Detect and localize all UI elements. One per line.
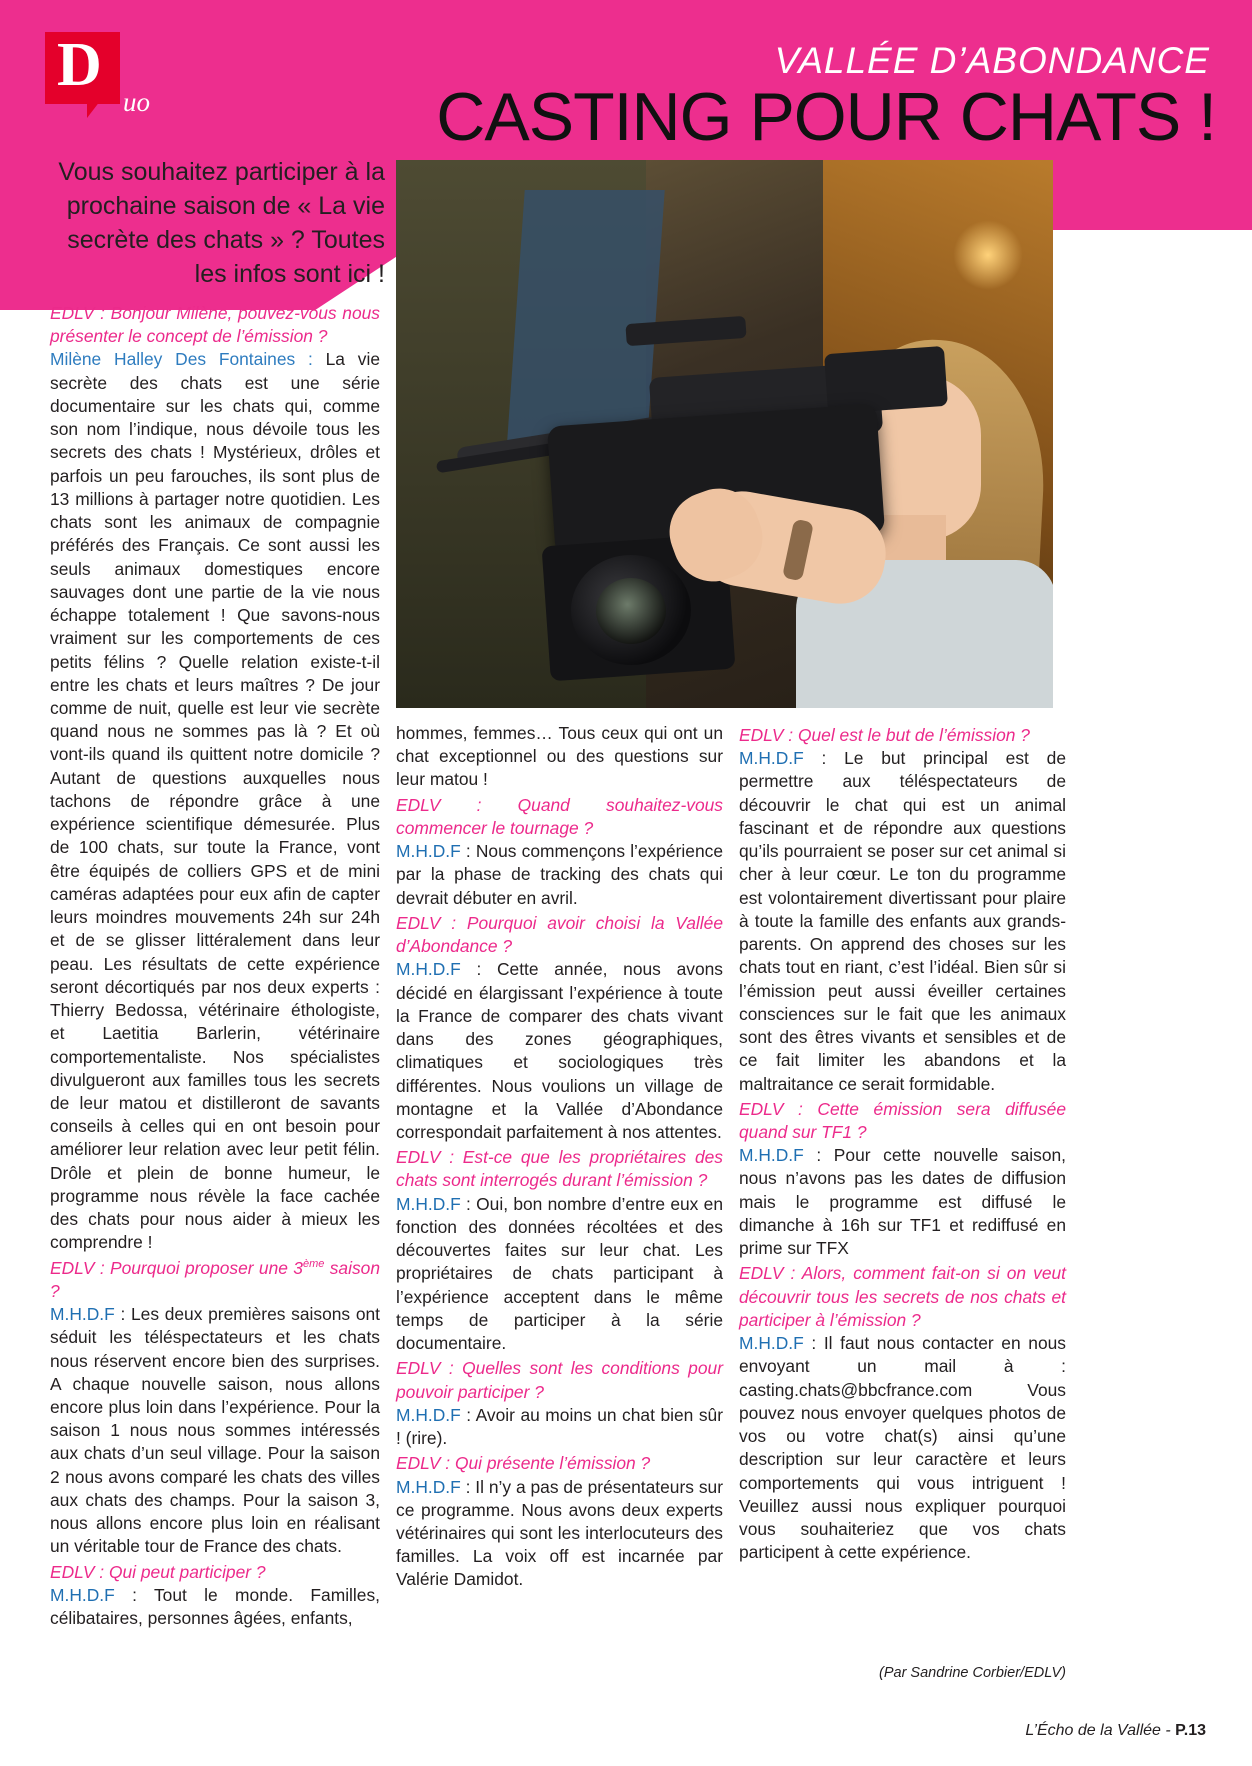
question-6: EDLV : Est-ce que les propriétaires des chats sont interrogés durant l’émission ? bbox=[396, 1147, 723, 1191]
question-2-part1: EDLV : Pourquoi proposer une 3 bbox=[50, 1257, 303, 1278]
question-10: EDLV : Cette émission sera diffusée quand sur TF1 ? bbox=[739, 1098, 1066, 1142]
article-column-2 bbox=[396, 722, 723, 1592]
page-title: CASTING POUR CHATS ! bbox=[436, 79, 1216, 155]
question-4: EDLV : Quand souhaitez-vous commencer le tournage ? bbox=[396, 794, 723, 838]
answer-5-text: : Cette année, nous avons décidé en élargissant l’expérience à toute la France de comparer des chats vivant dans des zones géographiques, climatiques et sociologiques très différentes. Nous voulions un village de montagne et la Vallée d’Abondance correspondait parfaitement à nos attentes. bbox=[396, 959, 723, 1142]
answer-8-speaker: M.H.D.F bbox=[396, 1476, 461, 1497]
camera-lens-glass bbox=[596, 578, 666, 644]
answer-10-speaker: M.H.D.F bbox=[739, 1145, 804, 1166]
question-5: EDLV : Pourquoi avoir choisi la Vallée d’Abondance ? bbox=[396, 912, 723, 957]
answer-2-text: : Les deux premières saisons ont séduit les téléspectateurs et les chats nous réservent encore bien des surprises. A chaque nouvelle saison, nous allons encore plus loin dans l’expérience. Pour la saison 1 nous nous sommes intéressés aux chats d’un seul village. Pour la saison 2 nous avons comparé les chats des villes aux chats des champs. Pour la saison 3, nous allons encore plus loin en réalisant un véritable tour de France des chats. bbox=[50, 1304, 380, 1557]
logo-suffix-uo: uo bbox=[123, 87, 150, 117]
answer-3 bbox=[50, 1584, 380, 1630]
answer-3-text: : Tout le monde. Familles, célibataires, personnes âgées, enfants, bbox=[50, 1584, 380, 1629]
camera-viewfinder bbox=[824, 346, 948, 414]
answer-3-continued: hommes, femmes… Tous ceux qui ont un chat exceptionnel ou des questions sur leur matou ! bbox=[396, 723, 723, 790]
photo-lamp-glow bbox=[953, 220, 1023, 290]
question-2-ordinal: ème bbox=[302, 1257, 325, 1270]
answer-4 bbox=[396, 840, 723, 910]
article-credit: (Par Sandrine Corbier/EDLV) bbox=[879, 1665, 1066, 1681]
kicker-text: VALLÉE D’ABONDANCE bbox=[774, 40, 1210, 81]
answer-9-text: : Le but principal est de permettre aux téléspectateurs de découvrir le chat qui est un animal fascinant et de répondre aux questions qu’ils pourraient se poser sur cet animal si cher à leur cœur. Le ton du programme est volontairement divertissant pour plaire à toute la famille des enfants aux grands-parents. On apprend des choses sur les chats tout en riant, c’est l’idéal. Bien sûr si l’émission peut aussi éveiller certaines consciences sur le fait que les animaux sont des êtres vivants et sensibles et de ce fait limiter les abandons et la maltraitance ce serait formidable. bbox=[739, 748, 1066, 1094]
answer-8 bbox=[396, 1476, 723, 1592]
answer-5-speaker: M.H.D.F bbox=[396, 959, 461, 980]
question-2-part2: saison ? bbox=[50, 1257, 380, 1301]
answer-5 bbox=[396, 958, 723, 1144]
answer-1 bbox=[50, 348, 380, 1254]
answer-3-speaker: M.H.D.F bbox=[50, 1584, 115, 1605]
question-8: EDLV : Qui présente l’émission ? bbox=[396, 1453, 651, 1474]
logo-letter-d: D bbox=[57, 31, 101, 99]
answer-4-text: : Nous commençons l’expérience par la phase de tracking des chats qui devrait débuter en avril. bbox=[396, 841, 723, 908]
question-9: EDLV : Quel est le but de l’émission ? bbox=[739, 725, 1030, 745]
question-1: EDLV : Bonjour Milène, pouvez-vous nous présenter le concept de l’émission ? bbox=[50, 303, 380, 347]
article-column-3 bbox=[739, 722, 1066, 1564]
answer-1-speaker: Milène Halley Des Fontaines : bbox=[50, 349, 313, 370]
answer-9 bbox=[739, 747, 1066, 1096]
answer-8-text: : Il n’y a pas de présentateurs sur ce programme. Nous avons deux experts vétérinaires qui sont les interlocuteurs des familles. La voix off est incarnée par Valérie Damidot. bbox=[396, 1476, 723, 1590]
question-3: EDLV : Qui peut participer ? bbox=[50, 1561, 266, 1582]
article-photo bbox=[396, 160, 1053, 708]
answer-10 bbox=[739, 1144, 1066, 1260]
question-7: EDLV : Quelles sont les conditions pour pouvoir participer ? bbox=[396, 1358, 723, 1402]
footer-page-number: P.13 bbox=[1175, 1722, 1206, 1739]
answer-11-text: : Il faut nous contacter en nous envoyant un mail à : casting.chats@bbcfrance.com Vous pouvez nous envoyer quelques photos de vos ou votre chat(s) ainsi qu’une description sur leur caractère et leurs comportements qui vous intriguent ! Veuillez aussi nous expliquer pourquoi vous souhaiteriez que vos chats participent à cette expérience. bbox=[739, 1333, 1066, 1563]
page-footer bbox=[1025, 1722, 1206, 1740]
article-column-1 bbox=[50, 300, 380, 1630]
answer-1-text: La vie secrète des chats est une série documentaire sur les chats qui, comme son nom l’indique, nous dévoile tous les secrets des chats ! Mystérieux, drôles et parfois un peu farouches, ils sont plus de 13 millions à partager notre quotidien. Les chats sont les animaux de compagnie préférés des Français. Ce sont aussi les seuls animaux domestiques encore sauvages dont une partie de la vie nous échappe totalement ! Que savons-nous vraiment sur les comportements de ces petits félins ? Quelle relation existe-t-il entre les chats et leurs maîtres ? De jour comme de nuit, quelle est leur vie secrète quand nous ne sommes pas là ? Et où vont-ils quand ils quittent notre domicile ? Autant de questions auxquelles nous tachons de répondre grâce à une expérience scientifique démesurée. Plus de 100 chats, sur toute la France, vont être équipés de colliers GPS et de mini caméras adaptées pour eux afin de capter leurs moindres mouvements 24h sur 24h et de se glisser littéralement dans leur peau. Les résultats de cette expérience seront décortiqués par nos deux experts : Thierry Bedossa, vétérinaire éthologiste, et Laetitia Barlerin, vétérinaire comportementaliste. Nos spécialistes divulgueront aux familles tous les secrets de leur matou et distilleront de savants conseils à celles qui en ont besoin pour améliorer leur relation avec leur petit félin. Drôle et plein de bonne humeur, le programme nous révèle la face cachée des chats pour nous aider à mieux les comprendre ! bbox=[50, 349, 380, 1253]
answer-7-speaker: M.H.D.F bbox=[396, 1404, 461, 1425]
photo-blue-panel bbox=[507, 190, 664, 440]
duo-logo bbox=[45, 32, 170, 132]
answer-7-text: : Avoir au moins un chat bien sûr ! (rire). bbox=[396, 1404, 723, 1449]
answer-4-speaker: M.H.D.F bbox=[396, 841, 461, 862]
answer-6-speaker: M.H.D.F bbox=[396, 1193, 461, 1214]
question-2 bbox=[50, 1257, 380, 1303]
footer-publication: L’Écho de la Vallée - bbox=[1025, 1722, 1176, 1739]
answer-6-text: : Oui, bon nombre d’entre eux en fonction des données récoltées et des découvertes faites sur leur chat. Les propriétaires de chats participant à l’expérience acceptent dans le même temps de participer à la série documentaire. bbox=[396, 1193, 723, 1354]
answer-11 bbox=[739, 1332, 1066, 1564]
answer-2 bbox=[50, 1303, 380, 1559]
answer-6 bbox=[396, 1193, 723, 1356]
standfirst: Vous souhaitez participer à la prochaine saison de « La vie secrète des chats » ? Toutes les infos sont ici ! bbox=[58, 158, 385, 288]
answer-10-text: : Pour cette nouvelle saison, nous n’avons pas les dates de diffusion mais le programme est diffusé le dimanche à 16h sur TF1 et rediffusé en prime sur TFX bbox=[739, 1145, 1066, 1259]
question-11: EDLV : Alors, comment fait-on si on veut découvrir tous les secrets de nos chats et participer à l’émission ? bbox=[739, 1263, 1066, 1330]
answer-7 bbox=[396, 1404, 723, 1450]
answer-9-speaker: M.H.D.F bbox=[739, 748, 804, 769]
answer-2-speaker: M.H.D.F bbox=[50, 1304, 115, 1325]
answer-11-speaker: M.H.D.F bbox=[739, 1333, 804, 1354]
